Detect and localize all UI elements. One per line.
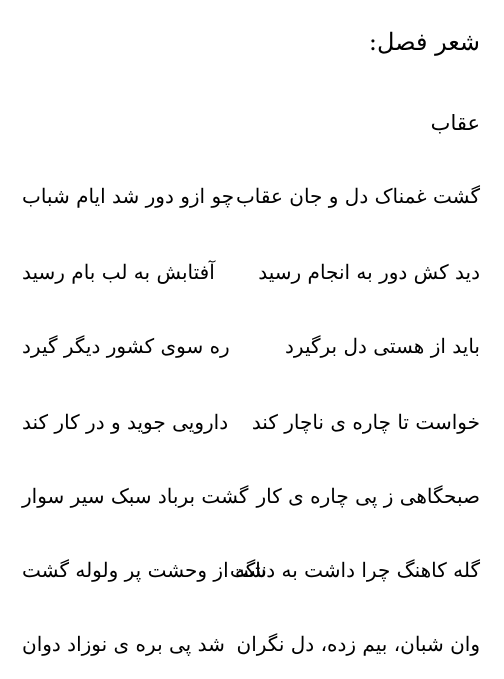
couplet-6	[0, 560, 504, 600]
hemistich-first: دید کش دور به انجام رسید	[258, 260, 480, 284]
hemistich-second: چو ازو دور شد ایام شباب	[22, 184, 235, 208]
section-heading: شعر فصل:	[368, 28, 480, 56]
hemistich-first: خواست تا چاره ی ناچار کند	[251, 410, 480, 434]
hemistich-second: شد پی بره ی نوزاد دوان	[22, 632, 225, 656]
couplet-4	[0, 412, 504, 452]
poem-title: عقاب	[430, 111, 480, 135]
hemistich-first: وان شبان، بیم زده، دل نگران	[236, 632, 480, 656]
hemistich-second: گشت برباد سبک سیر سوار	[22, 484, 249, 508]
couplet-3	[0, 336, 504, 376]
hemistich-first: صبحگاهی ز پی چاره ی کار	[256, 484, 480, 508]
hemistich-second: ناگه از وحشت پر ولوله گشت	[22, 558, 267, 582]
hemistich-second: آفتابش به لب بام رسید	[22, 260, 215, 284]
hemistich-second: دارویی جوید و در کار کند	[22, 410, 229, 434]
hemistich-first: گشت غمناک دل و جان عقاب	[235, 184, 480, 208]
hemistich-first: باید از هستی دل برگیرد	[285, 334, 480, 358]
hemistich-first: گله کاهنگ چرا داشت به دشت	[229, 558, 480, 582]
couplet-5	[0, 486, 504, 526]
hemistich-second: ره سوی کشور دیگر گیرد	[22, 334, 230, 358]
couplet-1	[0, 186, 504, 226]
couplet-7	[0, 634, 504, 674]
couplet-2	[0, 262, 504, 302]
